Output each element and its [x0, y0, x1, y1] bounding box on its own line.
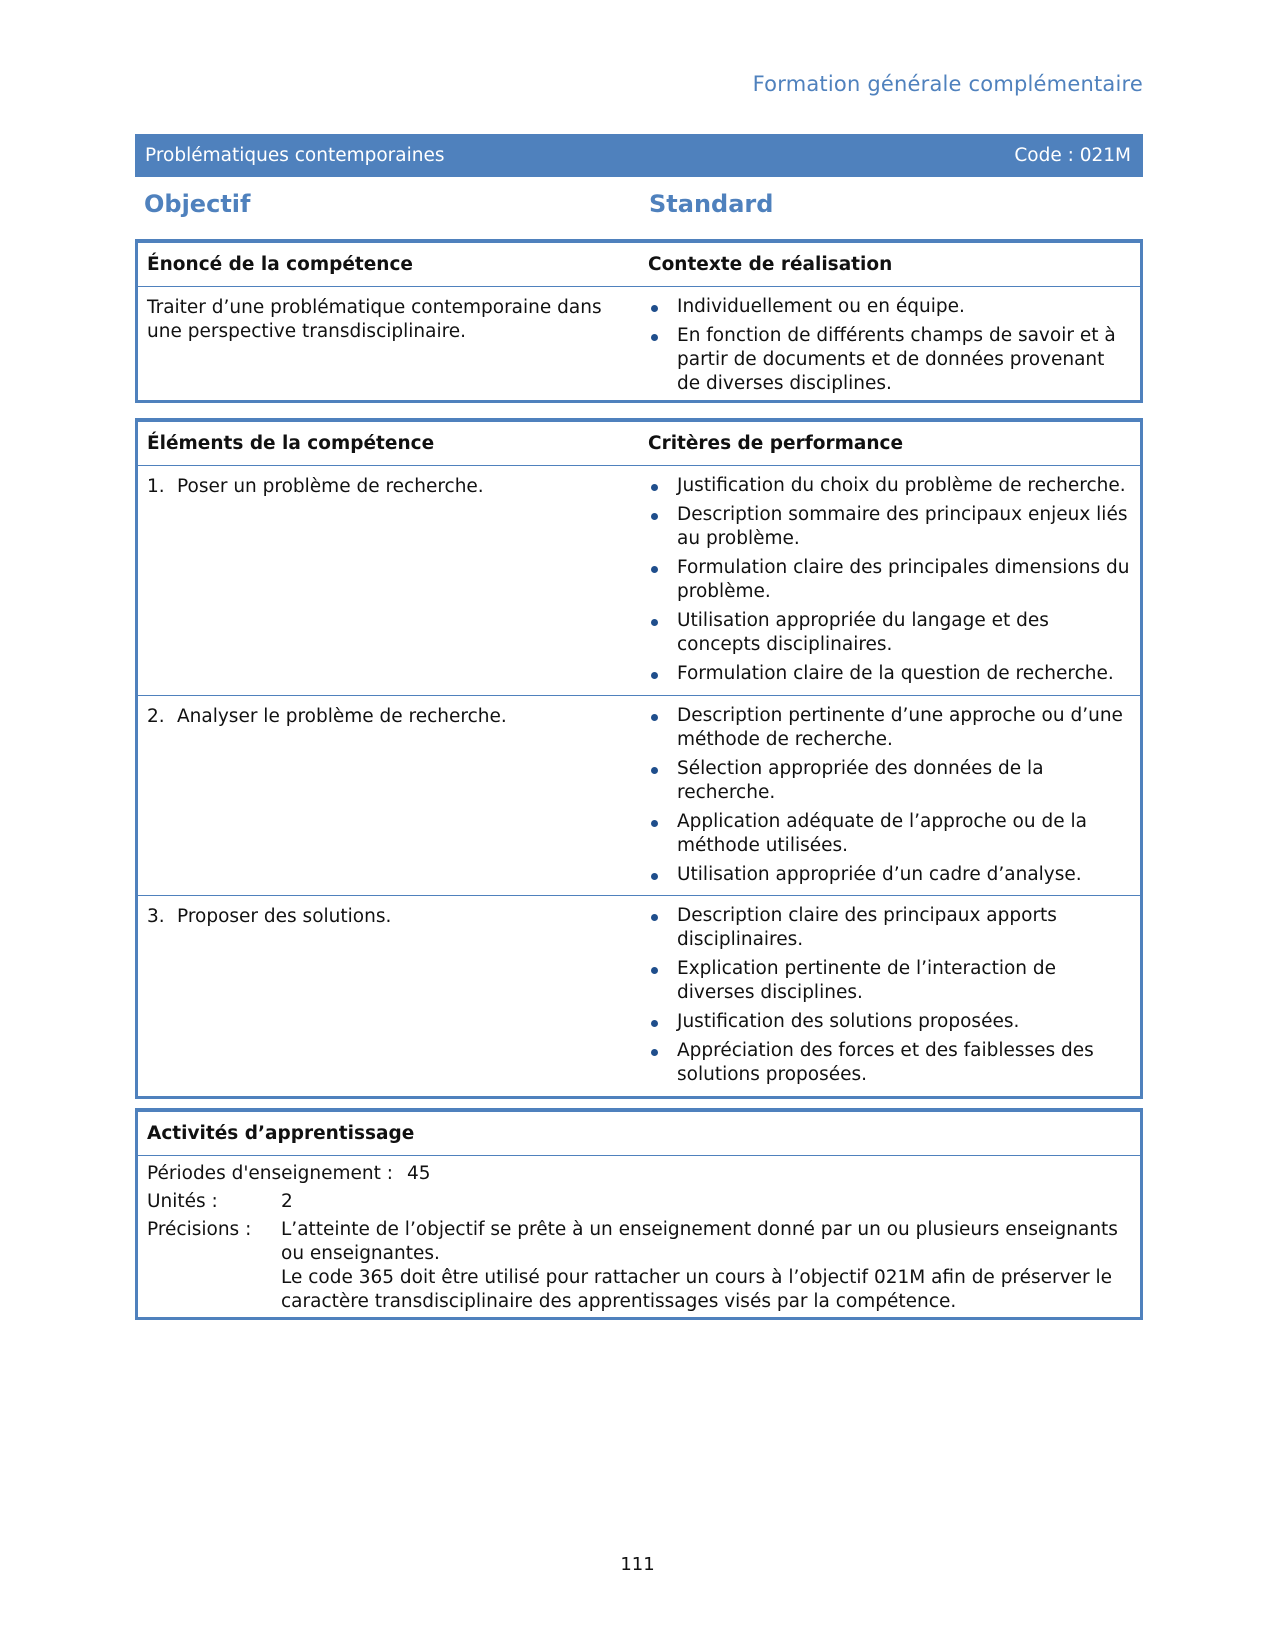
element-cell: [138, 696, 640, 895]
bullet-icon: [651, 873, 658, 880]
bullet-icon: [651, 619, 658, 626]
activities-table: [135, 1108, 1143, 1320]
elements-header: Éléments de la compétence: [147, 433, 435, 454]
periods-line: [147, 1162, 1131, 1186]
bullet-icon: [651, 967, 658, 974]
criterion-item: Formulation claire des principales dimensions du problème.: [648, 556, 1130, 604]
context-item: En fonction de différents champs de savoir et à partir de documents et de données provenant de diverses disciplines.: [648, 324, 1130, 396]
context-header: Contexte de réalisation: [648, 254, 893, 275]
activities-header-row: [138, 1112, 1140, 1156]
element-number: 3.: [147, 906, 165, 927]
element-text: Proposer des solutions.: [177, 906, 392, 927]
element-text: Poser un problème de recherche.: [177, 476, 484, 497]
bullet-icon: [651, 566, 658, 573]
competence-table-header: [138, 243, 1140, 287]
bullet-icon: [651, 513, 658, 520]
element-number: 1.: [147, 476, 165, 497]
bullet-icon: [651, 1020, 658, 1027]
competence-table: [135, 239, 1143, 403]
units-label: Unités :: [147, 1191, 218, 1212]
criterion-item: Explication pertinente de l’interaction de diverses disciplines.: [648, 957, 1130, 1005]
page-number: 111: [620, 1554, 655, 1575]
bullet-icon: [651, 484, 658, 491]
bullet-icon: [651, 334, 658, 341]
criterion-item: Utilisation appropriée du langage et des concepts disciplinaires.: [648, 609, 1130, 657]
details-line: [147, 1218, 1131, 1314]
table-row: [138, 895, 1140, 1096]
criterion-item: Appréciation des forces et des faiblesses des solutions proposées.: [648, 1039, 1130, 1087]
criterion-item: Utilisation appropriée d’un cadre d’analyse.: [648, 863, 1130, 887]
element-cell: [138, 466, 640, 695]
elements-table: [135, 418, 1143, 1099]
statement-header: Énoncé de la compétence: [147, 254, 413, 275]
competence-statement: Traiter d’une problématique contemporaine dans une perspective transdisciplinaire.: [147, 297, 602, 342]
bullet-icon: [651, 914, 658, 921]
criterion-item: Description claire des principaux apports disciplinaires.: [648, 904, 1130, 952]
running-head: Formation générale complémentaire: [752, 72, 1143, 96]
activities-body: [138, 1156, 1140, 1314]
details-paragraph: Le code 365 doit être utilisé pour rattacher un cours à l’objectif 021M afin de préserver le caractère transdisciplinaire des apprentissages visés par la compétence.: [281, 1267, 1112, 1312]
details-paragraph: L’atteinte de l’objectif se prête à un enseignement donné par un ou plusieurs enseignants ou enseignantes.: [281, 1219, 1118, 1264]
element-text: Analyser le problème de recherche.: [177, 706, 507, 727]
bullet-icon: [651, 1049, 658, 1056]
bullet-icon: [651, 714, 658, 721]
bullet-icon: [651, 672, 658, 679]
criterion-item: Formulation claire de la question de recherche.: [648, 662, 1130, 686]
element-number: 2.: [147, 706, 165, 727]
details-label: Précisions :: [147, 1219, 252, 1240]
criteria-header: Critères de performance: [648, 433, 904, 454]
table-row: [138, 466, 1140, 695]
bullet-icon: [651, 820, 658, 827]
elements-table-header: [138, 422, 1140, 466]
criterion-item: Application adéquate de l’approche ou de la méthode utilisées.: [648, 810, 1130, 858]
objective-title: Objectif: [144, 190, 251, 218]
criteria-list: [648, 474, 1130, 686]
table-row: [138, 695, 1140, 895]
criterion-item: Description sommaire des principaux enjeux liés au problème.: [648, 503, 1130, 551]
column-titles: [144, 190, 1144, 224]
periods-value: 45: [407, 1163, 431, 1184]
criterion-item: Justification du choix du problème de recherche.: [648, 474, 1130, 498]
context-list: [648, 295, 1130, 396]
periods-label: Périodes d'enseignement :: [147, 1163, 394, 1184]
element-cell: [138, 896, 640, 1096]
units-line: [147, 1190, 1131, 1214]
criterion-item: Justification des solutions proposées.: [648, 1010, 1130, 1034]
details-value: [281, 1218, 1131, 1314]
units-value: 2: [281, 1191, 293, 1212]
course-code: Code : 021M: [1014, 145, 1131, 166]
context-item: Individuellement ou en équipe.: [648, 295, 1130, 319]
criterion-item: Description pertinente d’une approche ou d’une méthode de recherche.: [648, 704, 1130, 752]
criteria-list: [648, 704, 1130, 887]
course-title-bar: [135, 134, 1143, 177]
standard-title: Standard: [649, 190, 774, 218]
criterion-item: Sélection appropriée des données de la recherche.: [648, 757, 1130, 805]
criteria-list: [648, 904, 1130, 1087]
course-title: Problématiques contemporaines: [145, 145, 445, 166]
bullet-icon: [651, 305, 658, 312]
bullet-icon: [651, 767, 658, 774]
competence-row: [138, 287, 1140, 400]
activities-header: Activités d’apprentissage: [147, 1123, 415, 1144]
